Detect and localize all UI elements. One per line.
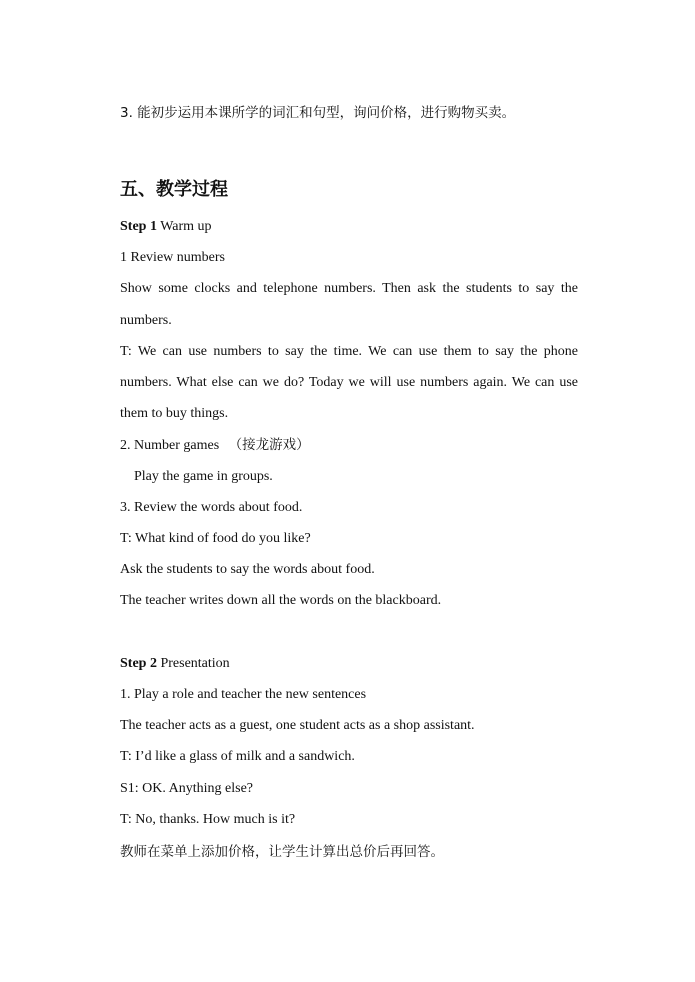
step1-item1-t-line3: them to buy things. [120, 406, 229, 421]
step2-title: Presentation [160, 656, 230, 671]
step1-item1: 1 Review numbers [120, 250, 225, 265]
step2-s1-line: S1: OK. Anything else? [120, 781, 253, 796]
step2-t-line2: T: No, thanks. How much is it? [120, 812, 296, 827]
step1-item2-text: Play the game in groups. [134, 469, 273, 484]
step1-item3-ask: Ask the students to say the words about food. [120, 562, 375, 577]
step2-item1: 1. Play a role and teacher the new sentences [120, 687, 367, 702]
step1-item1-t-line2: numbers. What else can we do? Today we will use numbers again. We can use [120, 375, 578, 390]
step2-label: Step 2 [120, 656, 157, 671]
step1-item2 [120, 436, 578, 455]
step1-item1-text-line1: Show some clocks and telephone numbers. Then ask the students to say the [120, 281, 578, 296]
objective-3: 3. 能初步运用本课所学的词汇和句型，询问价格，进行购物买卖。 [120, 105, 516, 121]
section-heading: 五、教学过程 [120, 179, 228, 200]
step1-item3-teacher: The teacher writes down all the words on the blackboard. [120, 593, 442, 608]
step1-item3: 3. Review the words about food. [120, 500, 303, 515]
step1-item2-note: （接龙游戏） [228, 437, 310, 453]
step1-title: Warm up [160, 219, 212, 234]
step2-heading [120, 655, 578, 673]
step1-item2-label: 2. Number games [120, 438, 220, 453]
step1-item1-t-line1: T: We can use numbers to say the time. We can use them to say the phone [120, 344, 578, 359]
step1-item1-text-line2: numbers. [120, 313, 172, 328]
step1-heading [120, 218, 578, 236]
step2-cn-note: 教师在菜单上添加价格，让学生计算出总价后再回答。 [120, 844, 444, 860]
step1-label: Step 1 [120, 219, 157, 234]
step2-t-line1: T: I’d like a glass of milk and a sandwich. [120, 749, 355, 764]
step1-item3-t: T: What kind of food do you like? [120, 531, 311, 546]
step2-item1-text: The teacher acts as a guest, one student acts as a shop assistant. [120, 718, 475, 733]
